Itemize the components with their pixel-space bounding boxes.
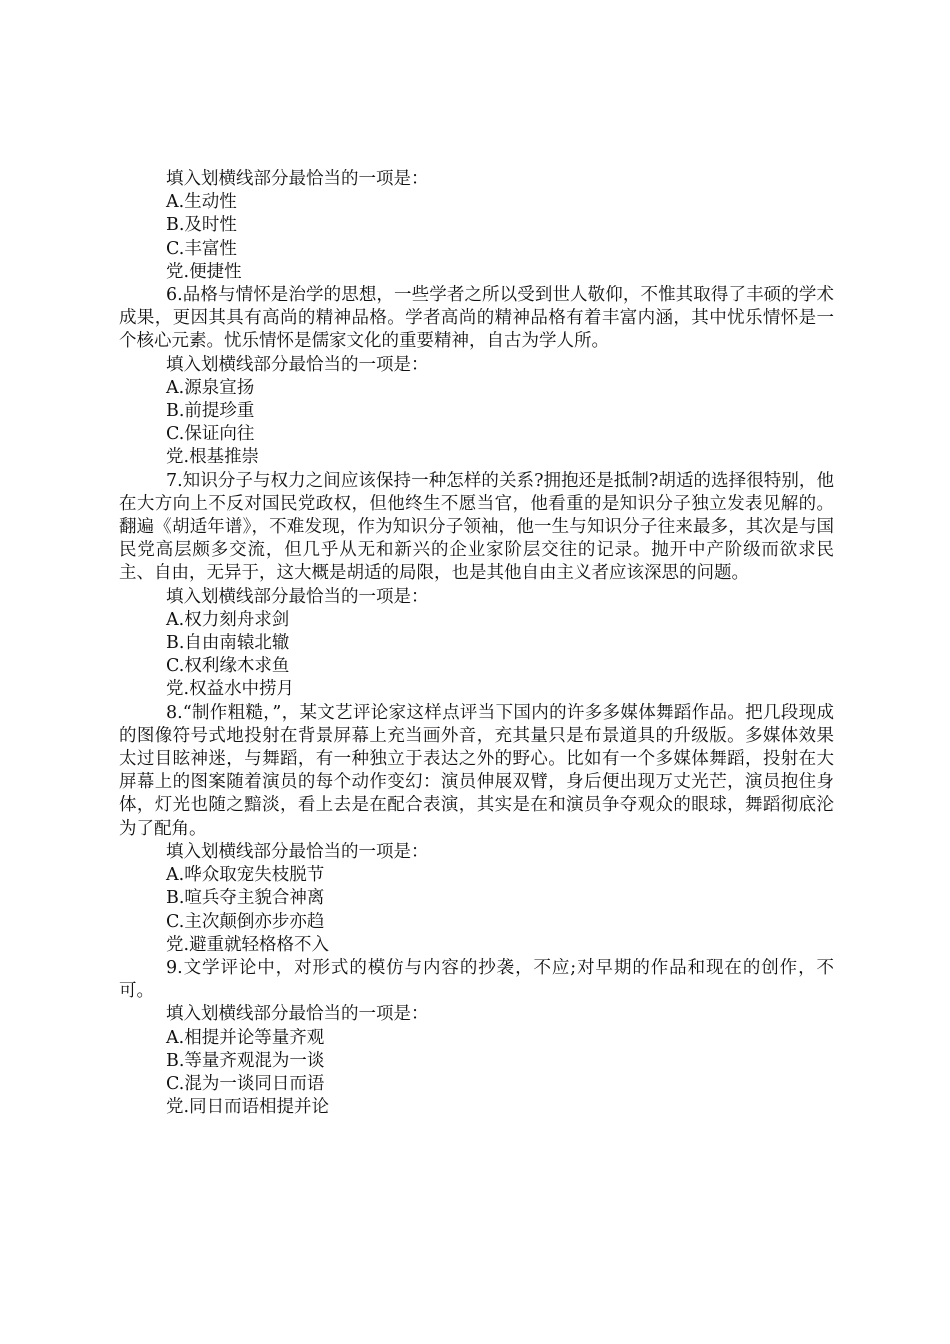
option-c: C.混为一谈同日而语 <box>166 1073 325 1094</box>
option-d: 党.避重就轻格格不入 <box>166 934 330 955</box>
option-a: A.生动性 <box>166 192 237 213</box>
option-d: 党.根基推崇 <box>166 447 260 468</box>
question-prompt: 填入划横线部分最恰当的一项是： <box>166 841 429 862</box>
option-c: C.主次颠倒亦步亦趋 <box>166 911 325 932</box>
option-b: B.自由南辕北辙 <box>166 633 290 654</box>
question-8-text: 8.“制作粗糙，”，某文艺评论家这样点评当下国内的许多多媒体舞蹈作品。把几段现成的图像符号式地投射在背景屏幕上充当画外音，充其量只是布景道具的升级版。多媒体效果太过目眩神迷，与舞蹈，有一种独立于表达之外的野心。比如有一个多媒体舞蹈，投射在大屏幕上的图案随着演员的每个动作变幻：演员伸展双臂，身后便出现万丈光芒，演员抱住身体，灯光也随之黯淡，看上去是在配合表演，其实是在和演员争夺观众的眼球，舞蹈彻底沦为了配角。 <box>119 702 834 839</box>
option-b: B.喧兵夺主貌合神离 <box>166 888 325 909</box>
question-prompt: 填入划横线部分最恰当的一项是： <box>166 586 429 607</box>
question-9-text: 9.文学评论中，对形式的模仿与内容的抄袭，不应;对早期的作品和现在的创作，不可。 <box>119 957 834 1002</box>
question-7-text: 7.知识分子与权力之间应该保持一种怎样的关系?拥抱还是抵制?胡适的选择很特别，他在大方向上不反对国民党政权，但他终生不愿当官，他看重的是知识分子独立发表见解的。翻遍《胡适年谱》，不难发现，作为知识分子领袖，他一生与知识分子往来最多，其次是与国民党高层颇多交流，但几乎从无和新兴的企业家阶层交往的记录。抛开中产阶级而欲求民主、自由，无异于，这大概是胡适的局限，也是其他自由主义者应该深思的问题。 <box>119 470 834 584</box>
option-a: A.权力刻舟求剑 <box>166 609 290 630</box>
option-b: B.及时性 <box>166 215 237 236</box>
option-a: A.哗众取宠失枝脱节 <box>166 865 325 886</box>
option-c: C.权利缘木求鱼 <box>166 656 290 677</box>
option-d: 党.便捷性 <box>166 261 242 282</box>
option-d: 党.权益水中捞月 <box>166 679 295 700</box>
option-b: B.等量齐观混为一谈 <box>166 1050 325 1071</box>
question-6-text: 6.品格与情怀是治学的思想，一些学者之所以受到世人敬仰，不惟其取得了丰硕的学术成果，更因其具有高尚的精神品格。学者高尚的精神品格有着丰富内涵，其中忧乐情怀是一个核心元素。忧乐情怀是儒家文化的重要精神，自古为学人所。 <box>119 285 834 352</box>
option-a: A.相提并论等量齐观 <box>166 1027 325 1048</box>
question-prompt: 填入划横线部分最恰当的一项是： <box>166 169 429 189</box>
option-a: A.源泉宣扬 <box>166 377 255 398</box>
option-c: C.保证向往 <box>166 424 255 445</box>
option-b: B.前提珍重 <box>166 401 255 422</box>
question-prompt: 填入划横线部分最恰当的一项是： <box>166 1004 429 1025</box>
option-c: C.丰富性 <box>166 238 237 259</box>
document-body <box>119 168 834 1119</box>
question-prompt: 填入划横线部分最恰当的一项是： <box>166 354 429 375</box>
option-d: 党.同日而语相提并论 <box>166 1097 330 1118</box>
